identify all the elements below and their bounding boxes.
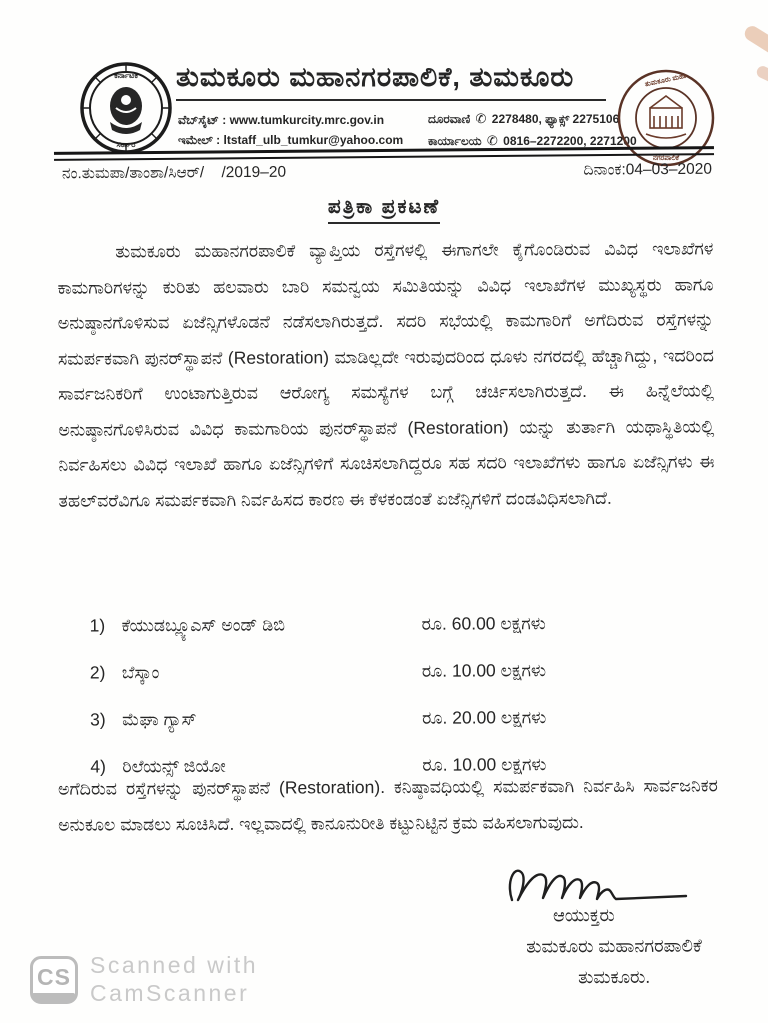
office-label: ಕಾರ್ಯಾಲಯ bbox=[428, 134, 482, 148]
karnataka-government-emblem-icon bbox=[80, 62, 172, 154]
scan-artifact bbox=[742, 23, 768, 63]
signatory-org: ತುಮಕೂರು ಮಹಾನಗರಪಾಲಿಕೆ bbox=[526, 935, 702, 957]
website-label: ವೆಬ್‌ಸೈಟ್ : bbox=[178, 113, 227, 127]
scan-artifact bbox=[755, 64, 768, 88]
penalty-agency: ಮೆಘಾ ಗ್ಯಾಸ್ bbox=[122, 708, 197, 730]
penalty-amount: ರೂ. 10.00 ಲಕ್ಷಗಳು bbox=[421, 660, 547, 681]
penalty-amount: ರೂ. 10.00 ಲಕ್ಷಗಳು bbox=[422, 754, 547, 775]
svg-text:ಕರ್ನಾಟಕ: ಕರ್ನಾಟಕ bbox=[114, 71, 138, 80]
svg-text:ತುಮಕೂರು ಮಹಾ: ತುಮಕೂರು ಮಹಾ bbox=[644, 72, 687, 89]
document-date: ದಿನಾಂಕ:04–03–2020 bbox=[583, 160, 713, 179]
svg-text:ಸರ್ಕಾರ: ಸರ್ಕಾರ bbox=[116, 140, 136, 149]
camscanner-icon bbox=[30, 956, 78, 1004]
penalty-number: 3) bbox=[90, 709, 106, 730]
org-title: ತುಮಕೂರು ಮಹಾನಗರಪಾಲಿಕೆ, ತುಮಕೂರು bbox=[176, 62, 606, 101]
signature-block bbox=[478, 899, 750, 993]
phone-icon: ✆ bbox=[486, 133, 498, 148]
penalty-amount: ರೂ. 20.00 ಲಕ್ಷಗಳು bbox=[422, 707, 547, 728]
contact-phones bbox=[428, 108, 637, 152]
camscanner-icon-bar bbox=[32, 993, 75, 1002]
phone-numbers: 2278480, ಫ್ಯಾಕ್ಸ್ 2275106 bbox=[491, 112, 620, 126]
penalty-agency: ಕೆಯುಡಬ್ಲ್ಯೂಎಸ್ ಅಂಡ್ ಡಿಬಿ bbox=[121, 614, 286, 636]
document-title: ಪತ್ರಿಕಾ ಪ್ರಕಟಣೆ bbox=[328, 196, 440, 224]
penalty-number: 1) bbox=[89, 615, 106, 636]
reference-row bbox=[62, 161, 712, 184]
signatory-designation: ಆಯುಕ್ತರು bbox=[552, 904, 615, 926]
penalty-row bbox=[90, 611, 650, 638]
penalty-row bbox=[90, 705, 650, 732]
email-label: ಇಮೇಲ್ : bbox=[178, 133, 221, 147]
email-address: ltstaff_ulb_tumkur@yahoo.com bbox=[223, 133, 404, 147]
doc-title-wrap bbox=[0, 196, 768, 224]
svg-text:ನಗರಪಾಲಿಕೆ: ನಗರಪಾಲಿಕೆ bbox=[652, 155, 680, 162]
penalty-row bbox=[90, 658, 650, 685]
penalty-amount: ರೂ. 60.00 ಲಕ್ಷಗಳು bbox=[421, 613, 546, 634]
camscanner-caption-line2: CamScanner bbox=[90, 980, 250, 1006]
phone-label: ದೂರವಾಣಿ bbox=[428, 112, 471, 126]
penalty-number: 4) bbox=[90, 756, 106, 777]
camscanner-caption-line1: Scanned with bbox=[90, 952, 259, 978]
contact-web-email bbox=[178, 110, 403, 150]
camscanner-icon-label: CS bbox=[37, 963, 71, 990]
closing-paragraph: ಅಗೆದಿರುವ ರಸ್ತೆಗಳನ್ನು ಪುನರ್‌ಸ್ಥಾಪನೆ (Restoration). ಕನಿಷ್ಠಾವಧಿಯಲ್ಲಿ ಸಮರ್ಪಕವಾಗಿ ನಿರ್ವಹಿಸಿ ಸಾರ್ವಜನಿಕರ ಅನುಕೂಲ ಮಾಡಲು ಸೂಚಿಸಿದೆ. ಇಲ್ಲವಾದಲ್ಲಿ ಕಾನೂನುರೀತಿ ಕಟ್ಟುನಿಟ್ಟಿನ ಕ್ರಮ ವಹಿಸಲಾಗುವುದು. bbox=[57, 775, 718, 835]
reference-number: ನಂ.ತುಮಪಾ/ತಾಂಶಾ/ಸಿಆರ್/ /2019–20 bbox=[61, 163, 287, 183]
intro-paragraph: ತುಮಕೂರು ಮಹಾನಗರಪಾಲಿಕೆ ವ್ಯಾಪ್ತಿಯ ರಸ್ತೆಗಳಲ್ಲಿ ಈಗಾಗಲೇ ಕೈಗೊಂಡಿರುವ ವಿವಿಧ ಇಲಾಖೆಗಳ ಕಾಮಗಾರಿಗಳನ್ನು ಕುರಿತು ಹಲವಾರು ಬಾರಿ ಸಮನ್ವಯ ಸಮಿತಿಯನ್ನು ವಿವಿಧ ಇಲಾಖೆಗಳ ಮುಖ್ಯಸ್ಥರು ಹಾಗೂ ಅನುಷ್ಠಾನಗೊಳಿಸುವ ಏಜೆನ್ಸಿಗಳೊಡನೆ ನಡೆಸಲಾಗಿರುತ್ತದೆ. ಸದರಿ ಸಭೆಯಲ್ಲಿ ಕಾಮಗಾರಿಗೆ ಅಗೆದಿರುವ ರಸ್ತೆಗಳನ್ನು ಸಮರ್ಪಕವಾಗಿ ಪುನರ್‌ಸ್ಥಾಪನೆ (Restoration) ಮಾಡಿಲ್ಲದೇ ಇರುವುದರಿಂದ ಧೂಳು ನಗರದಲ್ಲಿ ಹೆಚ್ಚಾಗಿದ್ದು, ಇದರಿಂದ ಸಾರ್ವಜನಿಕರಿಗೆ ಉಂಟಾಗುತ್ತಿರುವ ಆರೋಗ್ಯ ಸಮಸ್ಯೆಗಳ ಬಗ್ಗೆ ಚರ್ಚಿಸಲಾಗಿರುತ್ತದೆ. ಈ ಹಿನ್ನೆಲೆಯಲ್ಲಿ ಅನುಷ್ಠಾನಗೊಳಿಸಿರುವ ವಿವಿಧ ಕಾಮಗಾರಿಯ ಪುನರ್‌ಸ್ಥಾಪನೆ (Restoration) ಯನ್ನು ತುರ್ತಾಗಿ ಯಥಾಸ್ಥಿತಿಯಲ್ಲಿ ನಿರ್ವಹಿಸಲು ವಿವಿಧ ಇಲಾಖೆ ಹಾಗೂ ಏಜೆನ್ಸಿಗಳಿಗೆ ಸೂಚಿಸಲಾಗಿದ್ದರೂ ಸಹ ಸದರಿ ಇಲಾಖೆಗಳು ಹಾಗೂ ಏಜೆನ್ಸಿಗಳು ಈ ತಹಲ್‌ವರೆವಿಗೂ ಸಮರ್ಪಕವಾಗಿ ನಿರ್ವಹಿಸದ ಕಾರಣ ಈ ಕೆಳಕಂಡಂತೆ ಏಜೆನ್ಸಿಗಳಿಗೆ ದಂಡವಿಧಿಸಲಾಗಿದೆ. bbox=[57, 238, 715, 511]
office-numbers: 0816–2272200, 2271200 bbox=[503, 134, 637, 148]
phone-icon: ✆ bbox=[475, 111, 487, 126]
camscanner-caption bbox=[90, 951, 258, 1007]
signatory-place: ತುಮಕೂರು. bbox=[577, 966, 651, 988]
penalty-agency: ರಿಲೆಯನ್ಸ್ ಜಿಯೋ bbox=[122, 755, 226, 777]
penalty-number: 2) bbox=[89, 662, 106, 683]
website-url: www.tumkurcity.mrc.gov.in bbox=[229, 113, 385, 127]
penalty-agency: ಬೆಸ್ಕಾಂ bbox=[121, 662, 160, 683]
